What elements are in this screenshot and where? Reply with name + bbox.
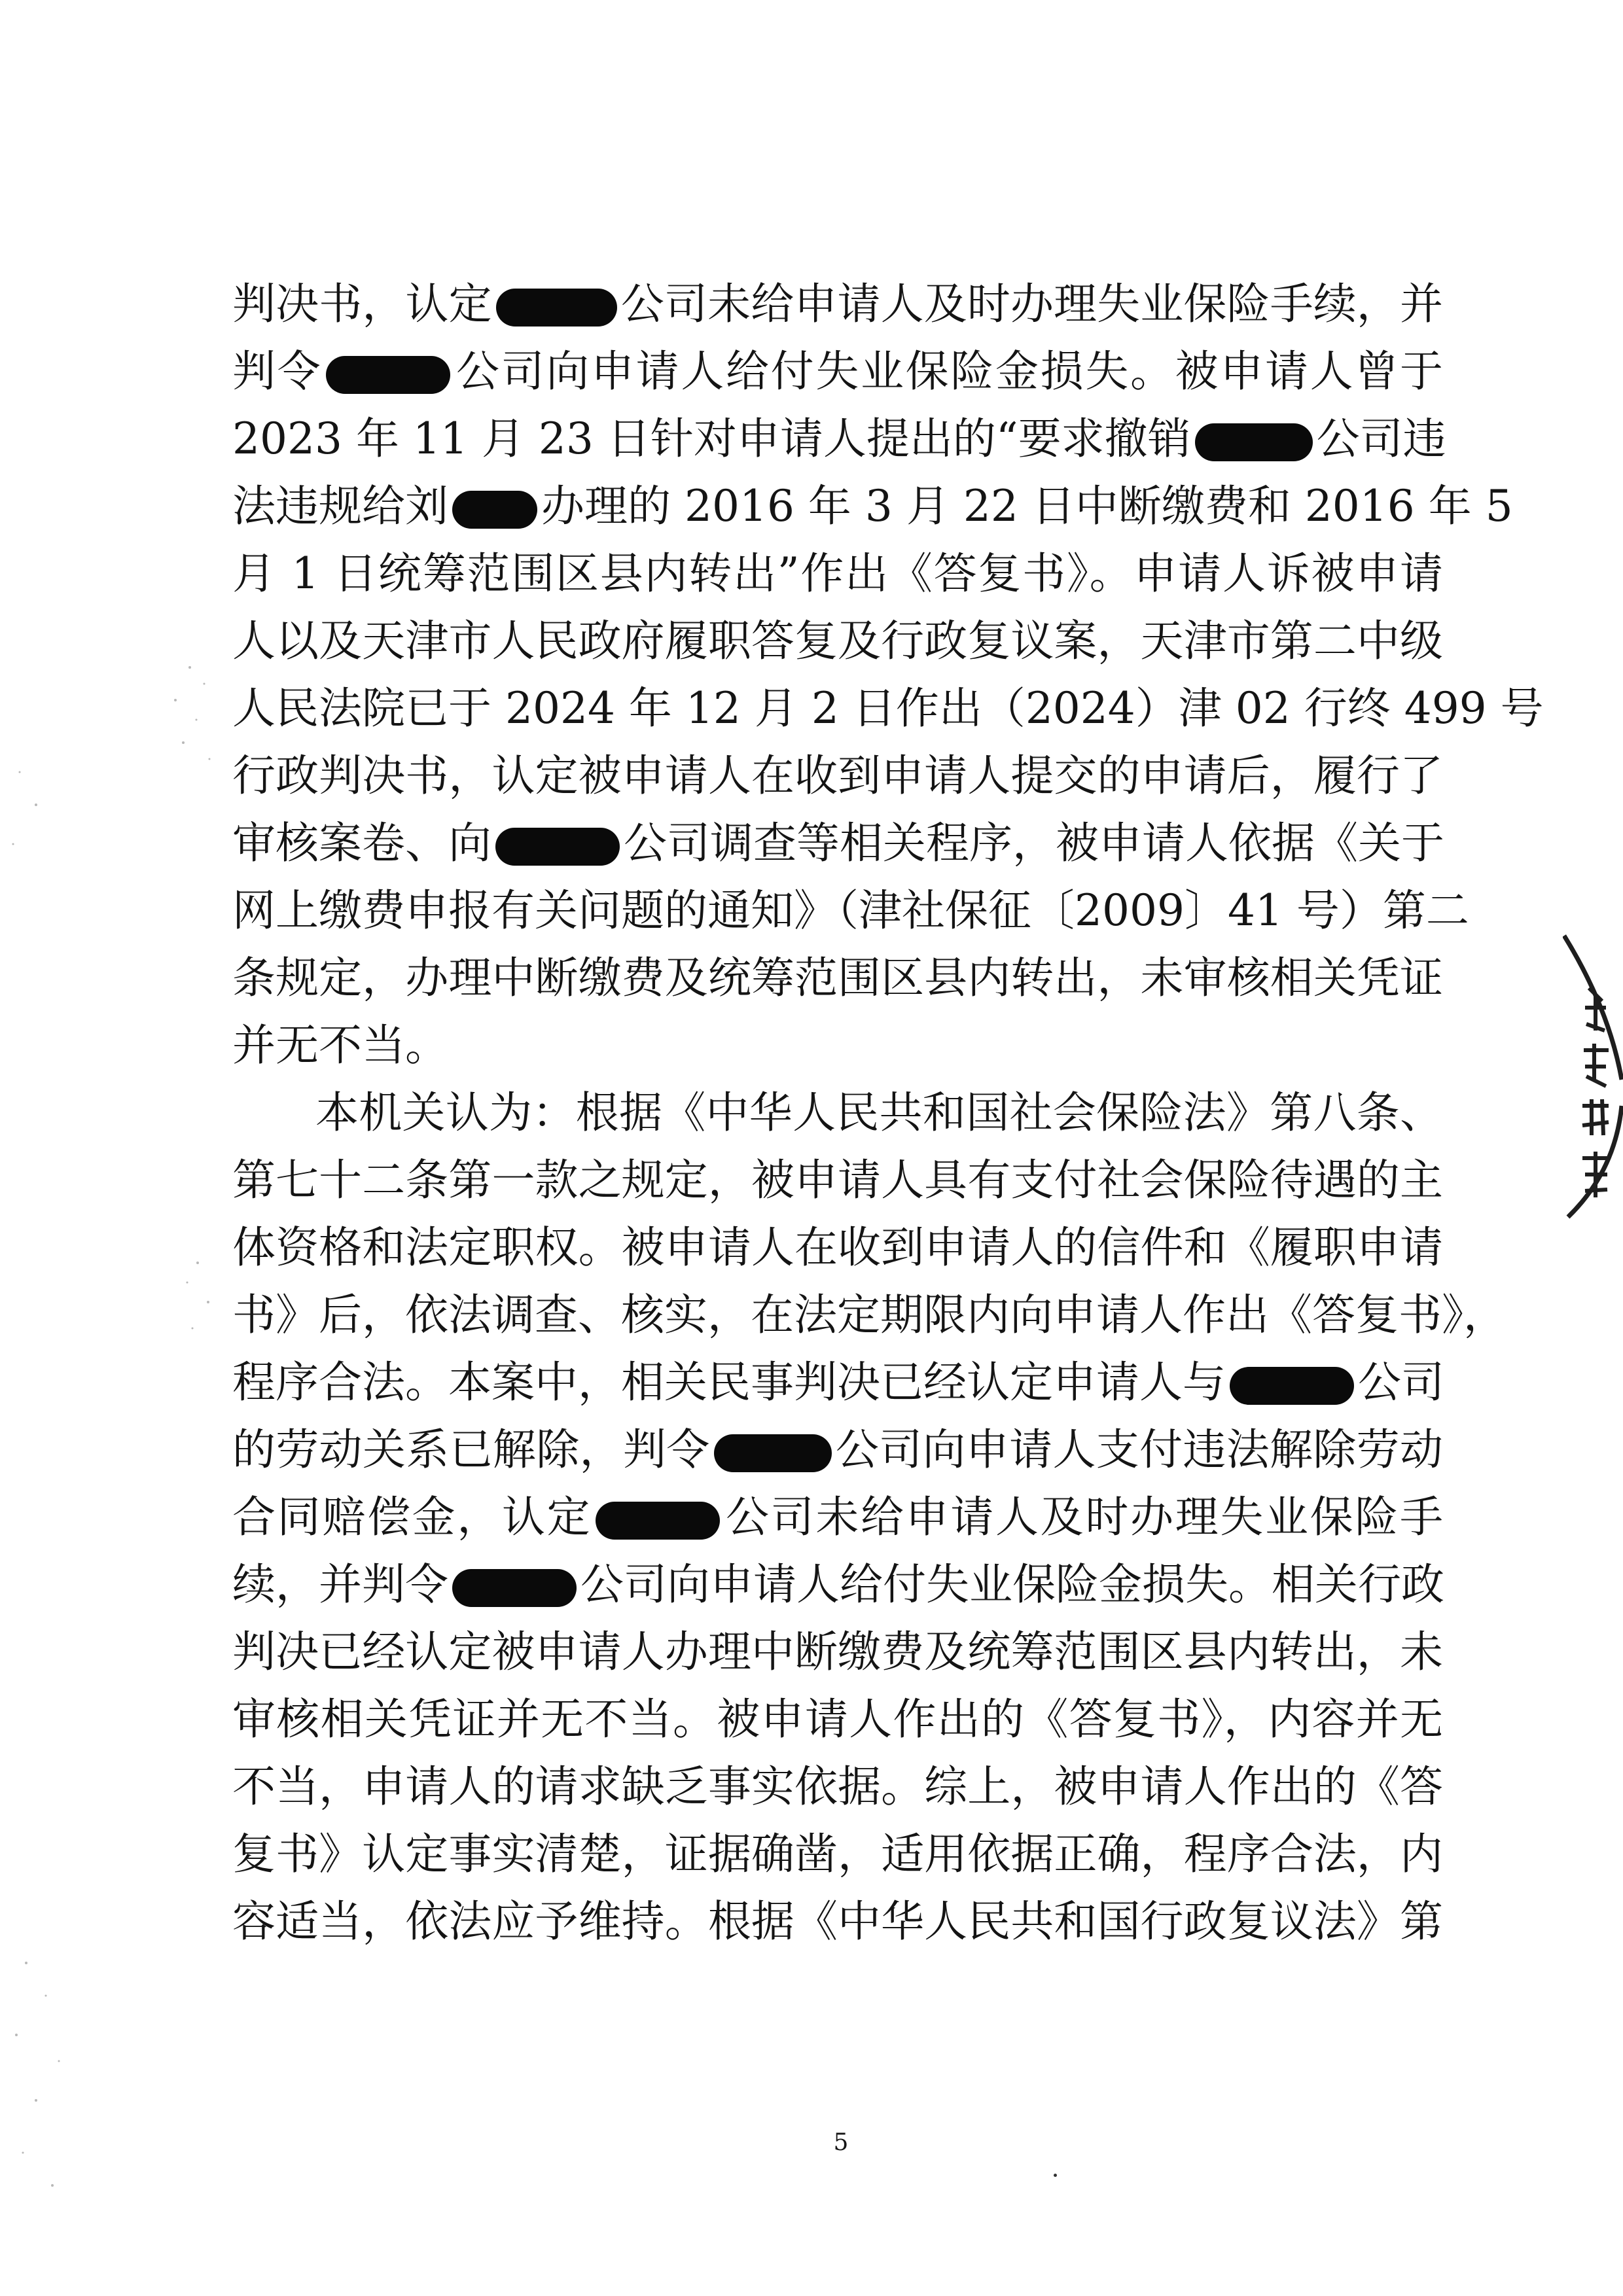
- text-segment: 合同赔偿金，认定: [232, 1492, 592, 1542]
- redaction-mark: [496, 289, 617, 327]
- text-line: 人民法院已于 2024 年 12 月 2 日作出（2024）津 02 行终 499 号: [232, 683, 1544, 733]
- text-line: 容适当，依法应予维持。根据《中华人民共和国行政复议法》第: [232, 1896, 1443, 1947]
- text-line: [232, 410, 1446, 468]
- text-segment: 程序合法。本案中，相关民事判决已经认定申请人与: [232, 1357, 1226, 1407]
- text-line: 人以及天津市人民政府履职答复及行政复议案，天津市第二中级: [232, 616, 1443, 666]
- text-segment: 判令: [232, 346, 323, 397]
- text-line: [232, 477, 1513, 536]
- text-line: [232, 275, 1443, 334]
- text-segment: 公司未给申请人及时办理失业保险手续，并: [620, 279, 1444, 329]
- text-segment: 判决书，认定: [232, 279, 492, 329]
- redaction-mark: [452, 491, 537, 529]
- text-segment: 审核案卷、向: [232, 818, 491, 868]
- redaction-mark: [596, 1502, 720, 1540]
- text-segment: 办理的 2016 年 3 月 22 日中断缴费和 2016 年 5: [541, 481, 1513, 531]
- text-line: 体资格和法定职权。被申请人在收到申请人的信件和《履职申请: [232, 1222, 1443, 1273]
- text-segment: 法违规给刘: [232, 481, 448, 531]
- text-segment: 公司: [1358, 1357, 1444, 1407]
- redaction-mark: [714, 1434, 832, 1472]
- text-segment: 的劳动关系已解除，判令: [232, 1424, 710, 1475]
- text-line: 并无不当。: [232, 1020, 448, 1070]
- redaction-mark: [495, 828, 620, 866]
- text-segment: 公司未给申请人及时办理失业保险手: [724, 1492, 1444, 1542]
- text-segment: 续，并判令: [232, 1559, 448, 1610]
- text-line: 审核相关凭证并无不当。被申请人作出的《答复书》，内容并无: [232, 1694, 1443, 1744]
- text-line: 判决已经认定被申请人办理中断缴费及统筹范围区县内转出，未: [232, 1627, 1443, 1677]
- redaction-mark: [1195, 423, 1313, 461]
- text-segment: 公司调查等相关程序，被申请人依据《关于: [624, 818, 1444, 868]
- text-line: 不当，申请人的请求缺乏事实依据。综上，被申请人作出的《答: [232, 1761, 1443, 1812]
- redaction-mark: [1230, 1367, 1354, 1405]
- redaction-mark: [452, 1569, 577, 1607]
- text-segment: 公司向申请人给付失业保险金损失。被申请人曾于: [454, 346, 1444, 397]
- text-line: 复书》认定事实清楚，证据确凿，适用依据正确，程序合法，内: [232, 1829, 1443, 1879]
- text-line: 本机关认为：根据《中华人民共和国社会保险法》第八条、: [315, 1087, 1443, 1138]
- text-line: 条规定，办理中断缴费及统筹范围区县内转出，未审核相关凭证: [232, 953, 1443, 1003]
- text-segment: 2023 年 11 月 23 日针对申请人提出的“要求撤销: [232, 414, 1191, 464]
- text-segment: 公司向申请人给付失业保险金损失。相关行政: [580, 1559, 1444, 1610]
- page-number: 5: [833, 2129, 849, 2156]
- text-line: [232, 342, 1443, 401]
- scan-noise: [0, 0, 236, 2296]
- text-line: 第七十二条第一款之规定，被申请人具有支付社会保险待遇的主: [232, 1155, 1443, 1205]
- redaction-mark: [326, 356, 450, 394]
- text-line: [232, 1555, 1443, 1614]
- text-segment: 公司向申请人支付违法解除劳动: [835, 1424, 1444, 1475]
- scan-dot: [1054, 2174, 1057, 2177]
- text-line: 行政判决书，认定被申请人在收到申请人提交的申请后，履行了: [232, 751, 1443, 801]
- text-line: [232, 1488, 1443, 1547]
- text-line: 月 1 日统筹范围区县内转出”作出《答复书》。申请人诉被申请: [232, 548, 1443, 599]
- text-line: [232, 1421, 1443, 1479]
- text-line: 网上缴费申报有关问题的通知》（津社保征〔2009〕41 号）第二: [232, 885, 1469, 936]
- text-line: [232, 814, 1443, 873]
- official-seal-stamp: [1563, 910, 1623, 1250]
- text-line: [232, 1353, 1443, 1412]
- text-line: 书》后，依法调查、核实，在法定期限内向申请人作出《答复书》，: [232, 1290, 1507, 1340]
- text-segment: 公司违: [1316, 414, 1446, 464]
